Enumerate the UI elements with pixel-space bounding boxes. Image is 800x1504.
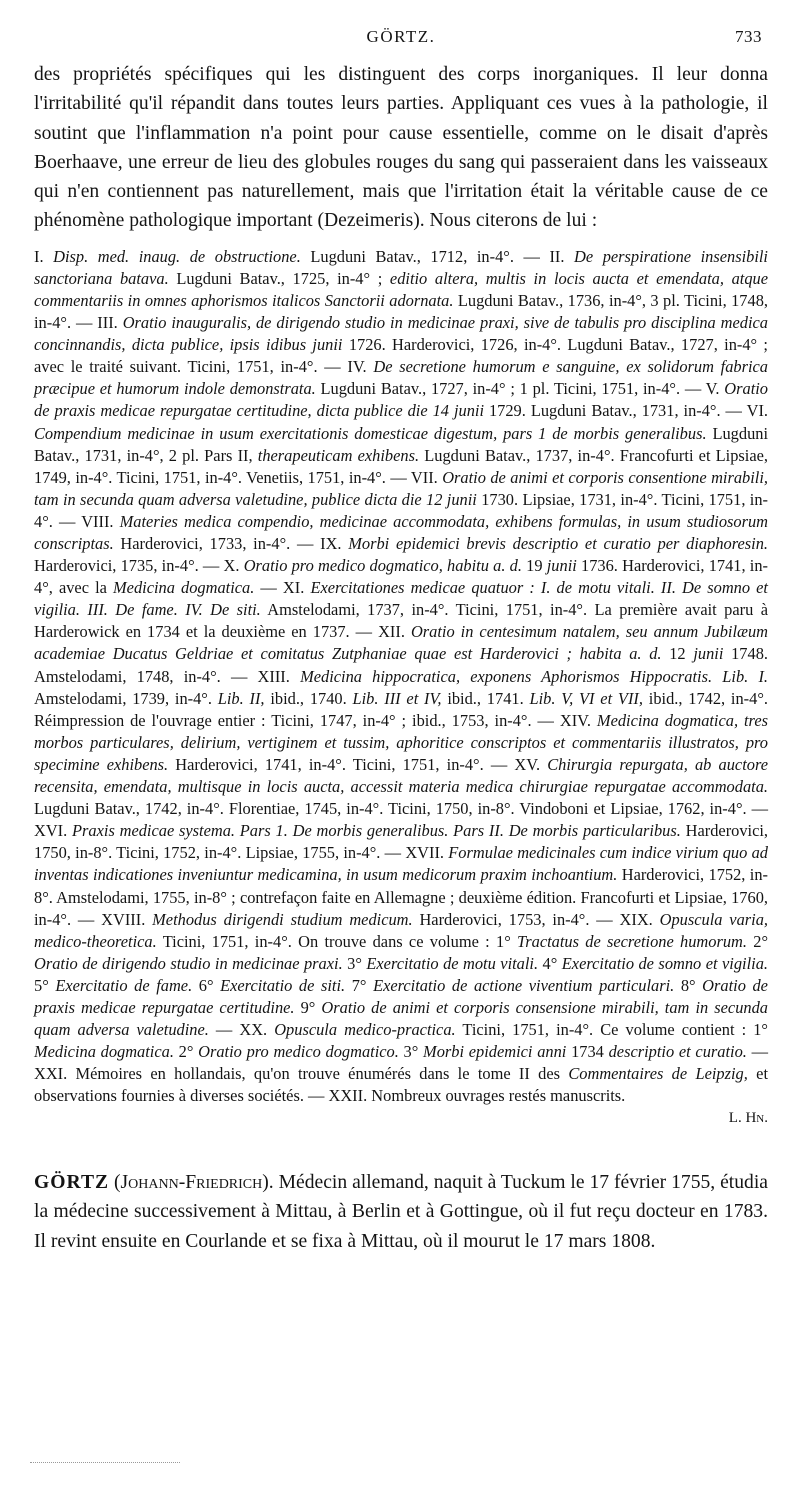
work-details: Harderovici, 1750, in-8°. Ticini, 1752, in-4°. Lipsiae, 1755, in-4°. — XVII. [34, 821, 769, 863]
work-details: 1734 [566, 1042, 609, 1062]
work-title: Exercitatio de motu vitali. [366, 953, 539, 973]
footer-dotted-mark [30, 1462, 180, 1463]
work-details: 1736. Harderovici, 1741, in-4°, avec la [34, 556, 768, 598]
work-details: 1748. Amstelodami, 1748, in-4°. — XIII. [34, 644, 768, 686]
work-title: Commentaires de Leipzig, [568, 1064, 748, 1084]
work-details: Harderovici, 1753, in-4°. — XIX. [412, 909, 660, 929]
work-title: descriptio et curatio. [608, 1042, 747, 1062]
work-title: Morbi epidemici anni [423, 1042, 567, 1062]
dictionary-entry [34, 1168, 768, 1257]
work-title: Compendium medicinae in usum exercitationis domesticae digestum, pars 1 de morbis generalibus. [34, 423, 707, 443]
work-details: 19 [521, 556, 547, 576]
work-title: Oratio de praxis medicae repurgatae certitudine. [34, 975, 768, 1017]
bibliography-list [34, 246, 768, 1130]
work-details: Lugduni Batav., 1725, in-4° ; [168, 268, 390, 288]
work-title: junii [693, 644, 724, 664]
work-details: — XX. [208, 1020, 275, 1040]
work-details: Amstelodami, 1739, in-4°. [34, 688, 218, 708]
work-title: Disp. med. inaug. de obstructione. [53, 246, 301, 266]
work-details: 4° [538, 953, 562, 973]
work-title: Medicina dogmatica, tres morbos particulares, delirium, vertiginem et tussim, aphoritice conscriptos et commentariis illustratos, pro specimine exhibens. [34, 710, 768, 774]
work-title: Oratio de dirigendo studio in medicinae praxi. [34, 953, 343, 973]
work-title: Praxis medicae systema. Pars 1. De morbis generalibus. Pars II. De morbis particularibus. [72, 821, 681, 841]
work-title: editio altera, multis in locis aucta et emendata, atque commentariis in omnes aphorismos italicos Sanctorii adornata. [34, 268, 768, 310]
work-details: Lugduni Batav., 1731, in-4°, 2 pl. Pars II, [34, 423, 769, 465]
work-details: ibid., 1742, in-4°. Réimpression de l'ouvrage entier : Ticini, 1747, in-4° ; ibid., 1753, in-4°. — XIV. [34, 688, 768, 730]
entry-name: GÖRTZ [34, 1171, 110, 1193]
entry-text: Médecin allemand, naquit à Tuckum le 17 février 1755, étudia la médecine successivement à Mittau, à Berlin et à Gottingue, où il fut reçu docteur en 1783. Il revint ensuite en Courlande et se fixa à Mittau, où il mourut le 17 mars 1808. [34, 1171, 768, 1253]
work-title: Opuscula medico-practica. [274, 1020, 456, 1040]
author-signature: L. Hn. [728, 1110, 768, 1127]
work-details: 9° [294, 997, 322, 1017]
work-title: Oratio de animi et corporis consentione mirabili, tam in secunda quam adversa valetudine, publice dicta die 12 junii [34, 467, 768, 509]
work-title: Lib. II, [217, 688, 265, 708]
work-details: et observations fournies à diverses sociétés. — XXII. Nombreux ouvrages restés manuscrits. [34, 1064, 768, 1106]
work-title: Exercitatio de actione viventium particulari. [373, 975, 675, 995]
work-title: Medicina hippocratica, exponens Aphorismos Hippocratis. Lib. I. [300, 666, 768, 686]
work-details: 3° [342, 953, 367, 973]
work-details: 3° [398, 1042, 424, 1062]
work-details: ibid., 1741. [441, 688, 530, 708]
work-title: Morbi epidemici brevis descriptio et curatio per diaphoresin. [348, 534, 768, 553]
work-title: Medicina dogmatica. [34, 1042, 174, 1062]
work-details: ibid., 1740. [264, 688, 353, 708]
work-details: Harderovici, 1752, in-8°. Amstelodami, 1755, in-8° ; contrefaçon faite en Allemagne ; deuxième édition. Francofurti et Lipsiae, 1760, in-4°. — XVIII. [34, 865, 768, 929]
work-title: Oratio de praxis medicae repurgatae certitudine, dicta publice die 14 junii [34, 379, 768, 421]
work-title: Oratio pro medico dogmatico, habitu a. d. [243, 556, 522, 576]
work-title: Oratio de animi et corporis consensione mirabili, tam in secunda quam adversa valetudine. [34, 997, 768, 1040]
work-details: Amstelodami, 1737, in-4°. Ticini, 1751, in-4°. La première avait paru à Harderowick en 1734 et la deuxième en 1737. — XII. [34, 600, 768, 642]
work-title: Chirurgia repurgata, ab auctore recensita, emendata, multisque in locis aucta, accessit materia medica chirurgiae repurgatae accommodata. [34, 754, 768, 797]
work-details: Lugduni Batav., 1742, in-4°. Florentiae, 1745, in-4°. Ticini, 1750, in-8°. Vindoboni et Lipsiae, 1762, in-4°. — XVI. [34, 799, 768, 841]
work-title: Lib. III et IV, [352, 688, 442, 708]
work-details: Lugduni Batav., 1737, in-4°. Francofurti et Lipsiae, 1749, in-4°. Ticini, 1751, in-4°. Venetiis, 1751, in-4°. — VII. [34, 445, 769, 487]
work-details: 1729. Lugduni Batav., 1731, in-4°. — VI. [484, 401, 768, 421]
work-details: Ticini, 1751, in-4°. Ce volume contient : 1° [455, 1020, 768, 1040]
work-title: Materies medica compendio, medicinae accommodata, exhibens formulas, in usum studiosorum conscriptas. [34, 511, 769, 553]
work-details: Lugduni Batav., 1712, in-4°. — II. [300, 246, 575, 266]
work-details: 1726. Harderovici, 1726, in-4°. Lugduni Batav., 1727, in-4° ; avec le traité suivant. Ticini, 1751, in-4°. — IV. [34, 335, 768, 377]
work-details: 2° [746, 931, 768, 951]
work-details: I. [34, 246, 54, 266]
work-title: Medicina dogmatica. [113, 578, 255, 598]
running-title: GÖRTZ. [366, 27, 436, 46]
work-details: — XI. [254, 578, 311, 598]
work-title: De perspiratione insensibili sanctoriana batava. [34, 246, 768, 288]
work-title: Formulae medicinales cum indice virium quo ad inventas indicationes inveniuntur medicamina, in usum medicorum praxim inchoantium. [34, 843, 768, 885]
work-details: 7° [345, 975, 374, 995]
work-details: Lugduni Batav., 1727, in-4° ; 1 pl. Ticini, 1751, in-4°. — V. [315, 379, 725, 399]
work-title: Oratio in centesimum natalem, seu annum Jubilæum academiae Ducatus Geldriae et comitatus Zutphaniae quae est Harderovici ; habita a. d. [34, 622, 768, 664]
work-title: Opuscula varia, medico-theoretica. [34, 909, 768, 951]
work-details: — XXI. Mémoires en hollandais, qu'on trouve énumérés dans le tome II des [34, 1042, 769, 1084]
work-title: Oratio pro medico dogmatico. [198, 1042, 399, 1062]
work-title: Exercitatio de fame. [55, 975, 193, 995]
work-details: Harderovici, 1735, in-4°. — X. [34, 556, 244, 576]
entry-given-name: (Johann-Friedrich). [114, 1171, 274, 1193]
work-details: Harderovici, 1741, in-4°. Ticini, 1751, in-4°. — XV. [168, 754, 548, 774]
work-title: therapeuticam exhibens. [257, 445, 420, 465]
intro-paragraph: des propriétés spécifiques qui les distinguent des corps inorganiques. Il leur donna l'irritabilité qu'il répandit dans toutes leurs parties. Appliquant ces vues à la pathologie, il soutint que l'inflammation n'a point pour cause essentielle, comme on le disait d'après Boerhaave, une erreur de lieu des globules rouges du sang qui passeraient dans les vaisseaux qui n'en contiennent pas naturellement, mais que l'irritation était la véritable cause de ce phénomène pathologique important (Dezeimeris). Nous citerons de lui : [34, 64, 768, 232]
work-details: Ticini, 1751, in-4°. On trouve dans ce volume : 1° [156, 931, 518, 951]
work-title: Exercitatio de siti. [220, 975, 346, 995]
work-details: 1730. Lipsiae, 1731, in-4°. Ticini, 1751, in-4°. — VIII. [34, 489, 768, 531]
work-details: Lugduni Batav., 1736, in-4°, 3 pl. Ticini, 1748, in-4°. — III. [34, 290, 768, 333]
work-title: junii [546, 556, 577, 576]
work-title: De secretione humorum e sanguine, ex solidorum fabrica præcipue et humorum indole demonstrata. [34, 357, 769, 399]
work-details: 6° [192, 975, 221, 995]
work-details: 12 [661, 644, 694, 664]
page-header [34, 0, 768, 44]
work-title: Exercitatio de somno et vigilia. [561, 953, 769, 973]
work-details: Harderovici, 1733, in-4°. — IX. [113, 534, 349, 553]
work-title: Tractatus de secretione humorum. [517, 931, 747, 951]
work-details: 5° [34, 975, 56, 995]
page-number: 733 [735, 27, 762, 46]
work-details: 2° [173, 1042, 199, 1062]
bibliography-paragraph [34, 246, 768, 1108]
work-title: Oratio inauguralis, de dirigendo studio in medicinae praxi, sive de tabulis pro disciplina medica concinnandis, dicta publice, ipsis idibus junii [34, 313, 768, 355]
work-details: 8° [674, 975, 703, 995]
work-title: Lib. V, VI et VII, [529, 688, 643, 708]
work-title: Exercitationes medicae quatuor : I. de motu vitali. II. De somno et vigilia. III. De fame. IV. De siti. [34, 578, 768, 620]
work-title: Methodus dirigendi studium medicum. [152, 909, 413, 929]
